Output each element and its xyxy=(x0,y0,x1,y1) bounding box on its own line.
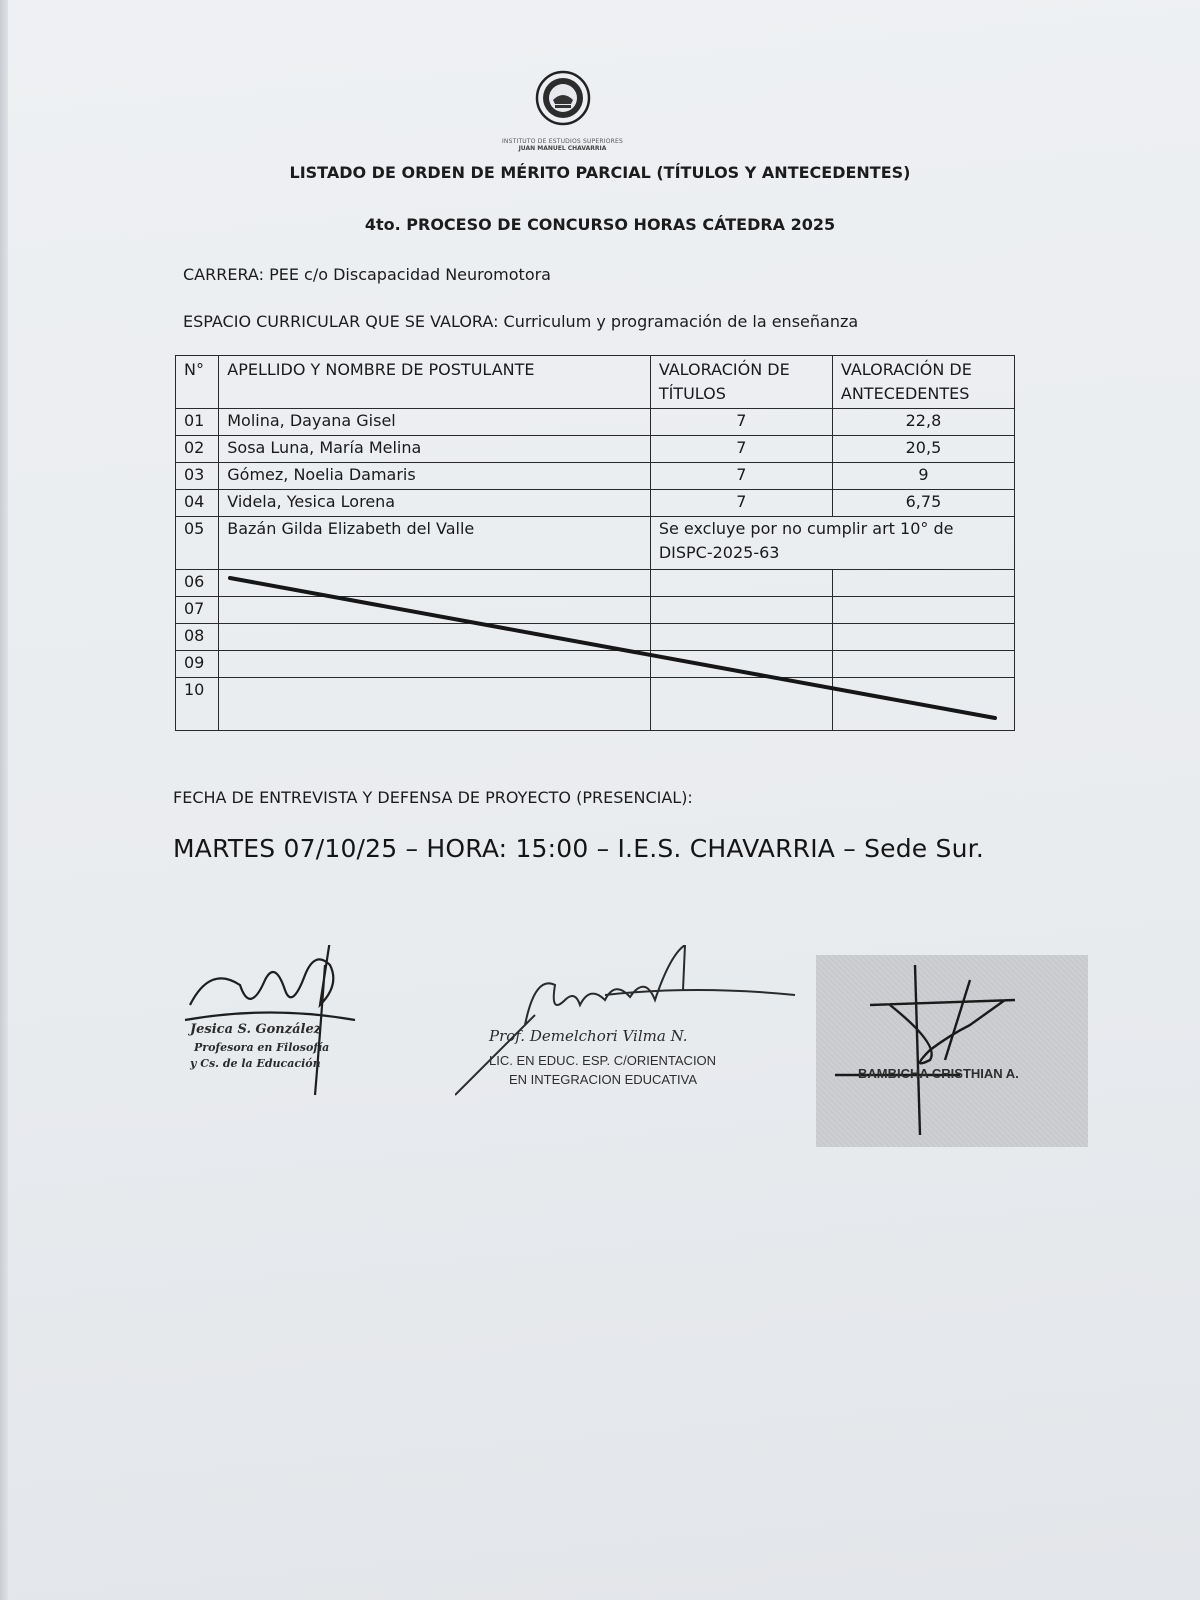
row-titulos: 7 xyxy=(650,409,832,436)
signature-1 xyxy=(180,945,370,1105)
institution-seal xyxy=(495,70,630,152)
row-num: 08 xyxy=(176,624,219,651)
table-row-empty xyxy=(176,570,1015,597)
empty-cell xyxy=(832,597,1014,624)
row-num: 07 xyxy=(176,597,219,624)
institution-line2: JUAN MANUEL CHAVARRIA xyxy=(518,145,607,152)
signature-2 xyxy=(455,945,805,1115)
row-name: Molina, Dayana Gisel xyxy=(219,409,651,436)
empty-cell xyxy=(650,570,832,597)
seal-emblem-icon xyxy=(535,70,591,126)
table-row xyxy=(176,409,1015,436)
row-num: 02 xyxy=(176,436,219,463)
row-num: 09 xyxy=(176,651,219,678)
row-num: 06 xyxy=(176,570,219,597)
table-header-row xyxy=(176,356,1015,409)
empty-cell xyxy=(650,597,832,624)
header-num: N° xyxy=(176,356,219,409)
signer-2-title2: EN INTEGRACION EDUCATIVA xyxy=(509,1072,698,1087)
empty-cell xyxy=(219,624,651,651)
signer-3-name: BAMBICHA CRISTHIAN A. xyxy=(858,1066,1019,1081)
interview-label: FECHA DE ENTREVISTA Y DEFENSA DE PROYECTO (PRESENCIAL): xyxy=(173,788,693,807)
table-row-empty xyxy=(176,624,1015,651)
signer-2-name: Prof. Demelchori Vilma N. xyxy=(489,1027,688,1045)
row-antecedentes: 6,75 xyxy=(832,490,1014,517)
empty-cell xyxy=(219,570,651,597)
empty-cell xyxy=(219,678,651,731)
empty-cell xyxy=(650,651,832,678)
interview-date: MARTES 07/10/25 – HORA: 15:00 – I.E.S. CHAVARRIA – Sede Sur. xyxy=(173,834,984,863)
table-row xyxy=(176,490,1015,517)
document-title: LISTADO DE ORDEN DE MÉRITO PARCIAL (TÍTULOS Y ANTECEDENTES) xyxy=(289,163,911,182)
table-row-empty xyxy=(176,597,1015,624)
table-row xyxy=(176,463,1015,490)
row-titulos: 7 xyxy=(650,490,832,517)
row-antecedentes: 22,8 xyxy=(832,409,1014,436)
row-name: Gómez, Noelia Damaris xyxy=(219,463,651,490)
table-row-excluded xyxy=(176,517,1015,570)
row-titulos: 7 xyxy=(650,436,832,463)
document-subtitle: 4to. PROCESO DE CONCURSO HORAS CÁTEDRA 2025 xyxy=(364,215,836,234)
row-name: Sosa Luna, María Melina xyxy=(219,436,651,463)
table-row xyxy=(176,436,1015,463)
row-antecedentes: 9 xyxy=(832,463,1014,490)
signer-2-title: LIC. EN EDUC. ESP. C/ORIENTACION xyxy=(489,1053,717,1068)
institution-line1: INSTITUTO DE ESTUDIOS SUPERIORES xyxy=(501,138,624,145)
empty-cell xyxy=(650,624,832,651)
empty-cell xyxy=(219,651,651,678)
table-row-empty xyxy=(176,651,1015,678)
table-row-empty xyxy=(176,678,1015,731)
row-titulos: 7 xyxy=(650,463,832,490)
signer-1-title: Profesora en Filosofía xyxy=(194,1041,330,1054)
header-antecedentes: VALORACIÓN DE ANTECEDENTES xyxy=(832,356,1014,409)
row-antecedentes: 20,5 xyxy=(832,436,1014,463)
merit-table xyxy=(175,355,1015,731)
row-num: 04 xyxy=(176,490,219,517)
empty-cell xyxy=(832,570,1014,597)
row-num: 03 xyxy=(176,463,219,490)
signer-1-title2: y Cs. de la Educación xyxy=(190,1057,321,1070)
signature-3 xyxy=(830,965,1060,1135)
row-name: Bazán Gilda Elizabeth del Valle xyxy=(219,517,651,570)
header-titulos: VALORACIÓN DE TÍTULOS xyxy=(650,356,832,409)
empty-cell xyxy=(832,651,1014,678)
row-num: 10 xyxy=(176,678,219,731)
empty-cell xyxy=(832,678,1014,731)
exclusion-note: Se excluye por no cumplir art 10° de DISPC-2025-63 xyxy=(650,517,1014,570)
empty-cell xyxy=(219,597,651,624)
empty-cell xyxy=(832,624,1014,651)
row-num: 05 xyxy=(176,517,219,570)
carrera-line: CARRERA: PEE c/o Discapacidad Neuromotora xyxy=(183,265,551,284)
espacio-curricular-line: ESPACIO CURRICULAR QUE SE VALORA: Curriculum y programación de la enseñanza xyxy=(183,312,859,331)
row-name: Videla, Yesica Lorena xyxy=(219,490,651,517)
header-name: APELLIDO Y NOMBRE DE POSTULANTE xyxy=(219,356,651,409)
signer-1-name: Jesica S. González xyxy=(190,1022,322,1037)
row-num: 01 xyxy=(176,409,219,436)
empty-cell xyxy=(650,678,832,731)
handwritten-signature-icon xyxy=(830,965,1060,1135)
